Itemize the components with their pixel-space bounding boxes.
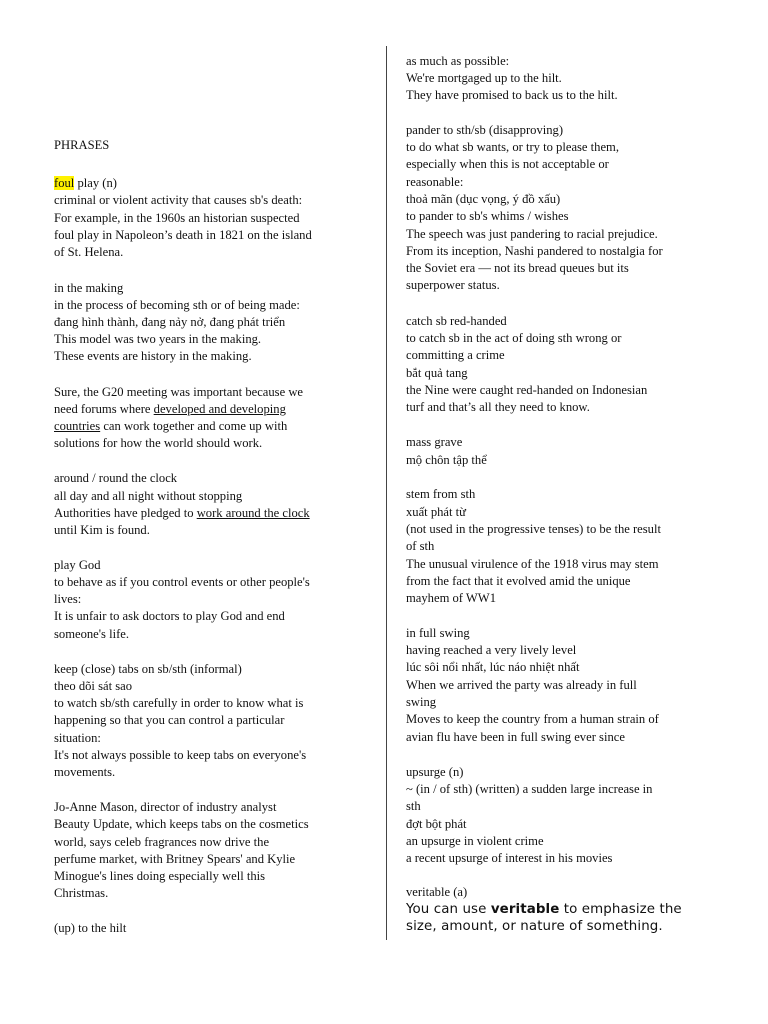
right-text-line: The unusual virulence of the 1918 virus may stem <box>406 557 659 571</box>
left-text-line: Beauty Update, which keeps tabs on the cosmetics <box>54 817 309 831</box>
text-span: play (n) <box>74 176 117 190</box>
left-text-line: in the making <box>54 281 124 295</box>
right-text-line: From its inception, Nashi pandered to nostalgia for <box>406 244 663 258</box>
right-text-line: mộ chôn tập thể <box>406 453 487 467</box>
right-text-line: swing <box>406 695 437 709</box>
left-text-line: This model was two years in the making. <box>54 332 262 346</box>
right-text-line: We're mortgaged up to the hilt. <box>406 71 562 85</box>
left-text-line: PHRASES <box>54 138 110 152</box>
left-text-line: solutions for how the world should work. <box>54 436 263 450</box>
right-text-line: upsurge (n) <box>406 765 464 779</box>
right-text-line: đợt bột phát <box>406 817 467 831</box>
text-span: need forums where <box>54 402 154 416</box>
left-text-line: until Kim is found. <box>54 523 150 537</box>
right-text-line: thoả mãn (dục vọng, ý đồ xấu) <box>406 192 561 206</box>
left-text-line: Christmas. <box>54 886 109 900</box>
left-text-line: It's not always possible to keep tabs on everyone's <box>54 748 307 762</box>
right-text-line: Moves to keep the country from a human strain of <box>406 712 659 726</box>
left-text-line: of St. Helena. <box>54 245 124 259</box>
left-text-line: movements. <box>54 765 116 779</box>
left-text-line: in the process of becoming sth or of being made: <box>54 298 300 312</box>
right-text-line: size, amount, or nature of something. <box>406 919 663 934</box>
left-text-line: to behave as if you control events or other people's <box>54 575 310 589</box>
highlighted-term: foul <box>54 176 75 190</box>
left-text-line: Minogue's lines doing especially well this <box>54 869 266 883</box>
right-text-line: turf and that’s all they need to know. <box>406 400 590 414</box>
text-span: can work together and come up with <box>100 419 288 433</box>
underlined-text: countries <box>54 419 101 433</box>
right-text-line: to catch sb in the act of doing sth wrong or <box>406 331 622 345</box>
underlined-text: work around the clock <box>196 506 310 520</box>
right-text-line: especially when this is not acceptable or <box>406 157 609 171</box>
right-text-line: stem from sth <box>406 487 476 501</box>
right-text-line: ~ (in / of sth) (written) a sudden large increase in <box>406 782 653 796</box>
right-text-line: from the fact that it evolved amid the unique <box>406 574 631 588</box>
left-text-line: keep (close) tabs on sb/sth (informal) <box>54 662 242 676</box>
left-text-line: world, says celeb fragrances now drive the <box>54 835 270 849</box>
right-text-line: xuất phát từ <box>406 505 466 519</box>
left-text-line: đang hình thành, đang nảy nở, đang phát triển <box>54 315 286 329</box>
left-text-line: For example, in the 1960s an historian suspected <box>54 211 300 225</box>
left-text-line: foul play in Napoleon’s death in 1821 on the island <box>54 228 312 242</box>
underlined-text: developed and developing <box>153 402 286 416</box>
right-text-line: catch sb red-handed <box>406 314 507 328</box>
right-text-line: lúc sôi nổi nhất, lúc náo nhiệt nhất <box>406 660 580 674</box>
column-divider <box>386 46 387 940</box>
right-text-line: pander to sth/sb (disapproving) <box>406 123 564 137</box>
right-text-line: When we arrived the party was already in full <box>406 678 637 692</box>
right-text-line: The speech was just pandering to racial prejudice. <box>406 227 658 241</box>
right-text-line: reasonable: <box>406 175 464 189</box>
left-text-line: Jo-Anne Mason, director of industry analyst <box>54 800 277 814</box>
left-text-line: These events are history in the making. <box>54 349 252 363</box>
right-text-line: the Nine were caught red-handed on Indonesian <box>406 383 648 397</box>
left-text-line: lives: <box>54 592 82 606</box>
left-text-line: someone's life. <box>54 627 130 641</box>
left-text-line <box>54 505 310 522</box>
left-text-line: situation: <box>54 731 101 745</box>
left-text-line: to watch sb/sth carefully in order to know what is <box>54 696 304 710</box>
left-text-line: perfume market, with Britney Spears' and Kylie <box>54 852 296 866</box>
right-text-line: avian flu have been in full swing ever since <box>406 730 625 744</box>
right-text-line: of sth <box>406 539 435 553</box>
left-text-line <box>54 418 287 435</box>
left-text-line: criminal or violent activity that causes sb's death: <box>54 193 303 207</box>
right-text-line: committing a crime <box>406 348 505 362</box>
left-text-line: play God <box>54 558 101 572</box>
left-text-line: all day and all night without stopping <box>54 489 243 503</box>
right-text-line: having reached a very lively level <box>406 643 577 657</box>
text-span: to emphasize the <box>559 902 682 917</box>
left-text-line: Sure, the G20 meeting was important because we <box>54 385 304 399</box>
right-text-line: mass grave <box>406 435 463 449</box>
left-text-line: (up) to the hilt <box>54 921 127 935</box>
left-text-line <box>54 401 286 418</box>
bold-term: veritable <box>490 902 560 917</box>
text-span: Authorities have pledged to <box>54 506 197 520</box>
right-text-line: superpower status. <box>406 278 500 292</box>
right-text-line: in full swing <box>406 626 470 640</box>
left-text-line: It is unfair to ask doctors to play God and end <box>54 609 285 623</box>
right-text-line: bắt quả tang <box>406 366 468 380</box>
right-text-line: to do what sb wants, or try to please them, <box>406 140 620 154</box>
right-text-line: to pander to sb's whims / wishes <box>406 209 569 223</box>
right-text-line: the Soviet era — not its bread queues but its <box>406 261 629 275</box>
right-text-line: (not used in the progressive tenses) to be the result <box>406 522 661 536</box>
right-text-line: an upsurge in violent crime <box>406 834 544 848</box>
right-text-line: veritable (a) <box>406 885 468 899</box>
right-text-line: a recent upsurge of interest in his movies <box>406 851 613 865</box>
right-text-line <box>406 901 682 918</box>
right-text-line: mayhem of WW1 <box>406 591 496 605</box>
left-text-line: happening so that you can control a particular <box>54 713 285 727</box>
left-text-line: theo dõi sát sao <box>54 679 132 693</box>
text-span: You can use <box>406 902 491 917</box>
right-text-line: sth <box>406 799 421 813</box>
right-text-line: as much as possible: <box>406 54 510 68</box>
right-text-line: They have promised to back us to the hilt. <box>406 88 618 102</box>
left-text-line <box>54 175 117 192</box>
left-text-line: around / round the clock <box>54 471 178 485</box>
